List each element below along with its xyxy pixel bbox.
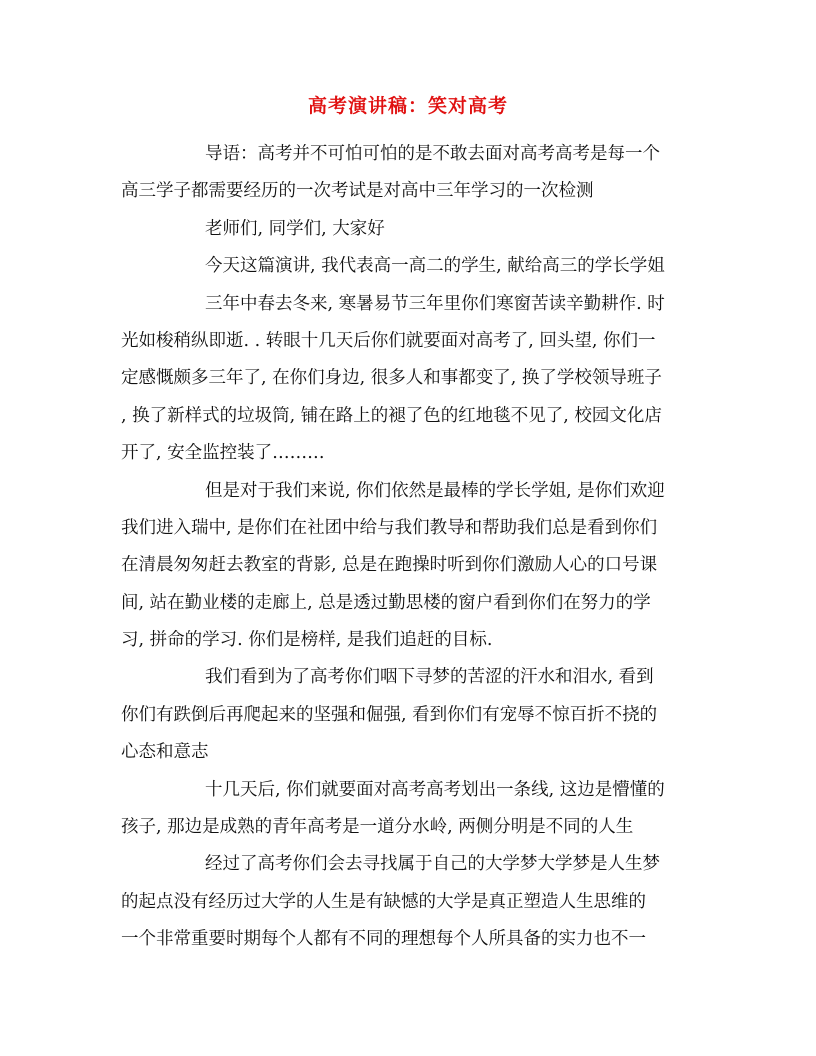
paragraph-line: 开了, 安全监控装了……… — [121, 443, 325, 464]
paragraph-line: 你们有跌倒后再爬起来的坚强和倔强, 看到你们有宠辱不惊百折不挠的 — [121, 704, 658, 725]
paragraph-line: 习, 拼命的学习. 你们是榜样, 是我们追赶的目标. — [121, 630, 493, 651]
paragraph-line: 心态和意志 — [121, 742, 209, 763]
paragraph-line: 导语：高考并不可怕可怕的是不敢去面对高考高考是每一个 — [205, 144, 660, 164]
paragraph-line: 我们看到为了高考你们咽下寻梦的苦涩的汗水和泪水, 看到 — [205, 667, 654, 688]
paragraph-line: 我们进入瑞中, 是你们在社团中给与我们教导和帮助我们总是看到你们 — [121, 517, 658, 538]
paragraph-line: 三年中春去冬来, 寒暑易节三年里你们寒窗苦读辛勤耕作. 时 — [205, 293, 665, 314]
paragraph-line: 经过了高考你们会去寻找属于自己的大学梦大学梦是人生梦 — [205, 854, 660, 875]
paragraph-line: 在清晨匆匆赶去教室的背影, 总是在跑操时听到你们激励人心的口号课 — [121, 555, 658, 576]
paragraph-line: 定感慨颇多三年了, 在你们身边, 很多人和事都变了, 换了学校领导班子 — [121, 368, 662, 389]
paragraph-line: 老师们, 同学们, 大家好 — [205, 218, 385, 239]
paragraph-line: 十几天后, 你们就要面对高考高考划出一条线, 这边是懵懂的 — [205, 779, 665, 800]
paragraph-line: 的起点没有经历过大学的人生是有缺憾的大学是真正塑造人生思维的 — [121, 891, 646, 912]
paragraph-line: 光如梭稍纵即逝. . 转眼十几天后你们就要面对高考了, 回头望, 你们一 — [121, 330, 656, 351]
paragraph-line: 今天这篇演讲, 我代表高一高二的学生, 献给高三的学长学姐 — [205, 256, 665, 277]
paragraph-line: , 换了新样式的垃圾筒, 铺在路上的褪了色的红地毯不见了, 校园文化店 — [121, 405, 662, 426]
paragraph-line: 但是对于我们来说, 你们依然是最棒的学长学姐, 是你们欢迎 — [205, 480, 665, 501]
paragraph-line: 高三学子都需要经历的一次考试是对高中三年学习的一次检测 — [121, 181, 594, 202]
document-title: 高考演讲稿：笑对高考 — [307, 95, 508, 117]
paragraph-line: 一个非常重要时期每个人都有不同的理想每个人所具备的实力也不一 — [121, 929, 646, 950]
paragraph-line: 孩子, 那边是成熟的青年高考是一道分水岭, 两侧分明是不同的人生 — [121, 817, 634, 838]
document-body — [121, 136, 696, 959]
paragraph-line: 间, 站在勤业楼的走廊上, 总是透过勤思楼的窗户看到你们在努力的学 — [121, 592, 651, 613]
